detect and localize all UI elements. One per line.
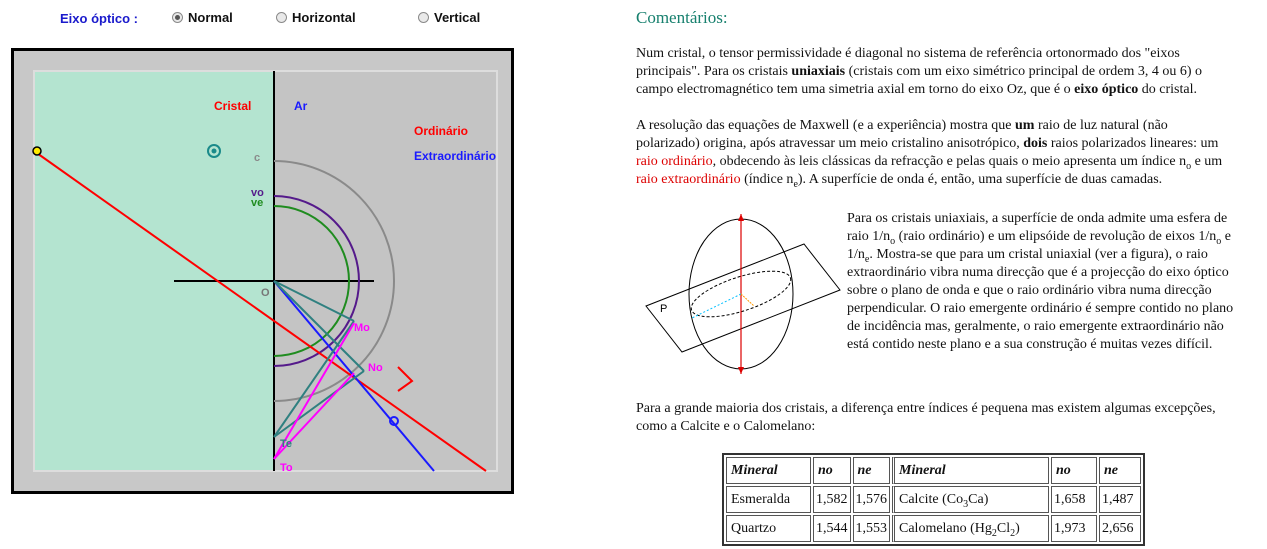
- cell-mineral-sub: 2: [1010, 527, 1016, 539]
- label-mo: Mo: [354, 322, 370, 334]
- radio-normal[interactable]: [172, 10, 233, 25]
- p3-sub-o1: o: [890, 235, 896, 247]
- optical-axis-label: Eixo óptico :: [60, 11, 138, 26]
- extraordinary-vibration: [741, 294, 754, 306]
- refraction-simulation: [11, 48, 514, 494]
- optical-axis-dot: [212, 149, 217, 154]
- wave-surface-figure: [644, 214, 844, 386]
- axis-arrow-bottom: [738, 367, 744, 374]
- radio-horizontal-indicator[interactable]: [276, 12, 287, 23]
- paragraph-tensor: [636, 45, 1226, 99]
- paragraph-uniaxial-surface: [847, 210, 1237, 354]
- cell-mineral-text: Calomelano (Hg: [899, 520, 992, 536]
- cell-no: 1,582: [813, 486, 851, 513]
- label-te: Te: [280, 438, 293, 450]
- label-no: No: [368, 362, 383, 374]
- ordinary-vibration: [692, 294, 741, 318]
- p3-text-b: (raio ordinário) e um elipsóide de revolução de eixos 1/n: [895, 229, 1217, 244]
- p2-bold-dois: dois: [1023, 136, 1048, 151]
- axis-arrow-top: [738, 214, 744, 221]
- radio-vertical-label: Vertical: [434, 10, 481, 25]
- cell-ne: 1,553: [853, 515, 891, 542]
- paragraph-maxwell: [636, 117, 1230, 189]
- header-ne-1: ne: [853, 457, 891, 484]
- label-cristal: Cristal: [214, 99, 252, 113]
- cell-ne: 1,576: [853, 486, 891, 513]
- header-no-1: no: [813, 457, 851, 484]
- header-ne-2: ne: [1099, 457, 1141, 484]
- cell-mineral-text: Calcite (Co: [899, 491, 964, 507]
- p2-bold-um: um: [1015, 118, 1035, 133]
- header-mineral-2: Mineral: [892, 457, 1049, 484]
- cell-mineral: Esmeralda: [726, 486, 811, 513]
- p2-text-j: (índice n: [740, 172, 794, 187]
- p2-sub-e: e: [793, 178, 798, 190]
- simulation-canvas[interactable]: [14, 51, 511, 491]
- header-mineral-1: Mineral: [726, 457, 811, 484]
- cell-mineral: [892, 515, 1049, 542]
- label-ar: Ar: [294, 99, 308, 113]
- p1-text-a: Num cristal, o tensor permissividade é diagonal no sistema de referência ortonormado dos "eixos principais". Para os cristais: [636, 46, 1180, 79]
- mineral-index-table: [722, 453, 1145, 546]
- table-row: [726, 486, 1141, 513]
- radio-horizontal[interactable]: [276, 10, 356, 25]
- p1-bold-eixo-optico: eixo óptico: [1074, 82, 1139, 97]
- p2-red-extraordinario: raio extraordinário: [636, 172, 741, 187]
- cell-mineral: Quartzo: [726, 515, 811, 542]
- p3-sub-e: e: [864, 253, 870, 265]
- p2-text-g: , obdecendo às leis clássicas da refracção e pelas quais o meio apresenta um índice n: [712, 154, 1187, 169]
- cell-ne: 1,487: [1099, 486, 1141, 513]
- label-ordinario: Ordinário: [414, 124, 469, 138]
- label-o: O: [261, 287, 270, 299]
- cell-mineral-sub: 2: [991, 527, 997, 539]
- p3-text-c: e 1/n: [847, 229, 1231, 262]
- label-vo: vo: [251, 187, 264, 199]
- source-handle[interactable]: [33, 147, 41, 155]
- radio-normal-indicator[interactable]: [172, 12, 183, 23]
- optical-axis-selector: [0, 0, 600, 36]
- p1-text-e: do cristal.: [1138, 82, 1197, 97]
- p2-text-e: raios polarizados lineares: um: [1047, 136, 1219, 151]
- cell-no: 1,973: [1051, 515, 1097, 542]
- p1-bold-uniaxiais: uniaxiais: [791, 64, 846, 79]
- p2-sub-o: o: [1186, 160, 1192, 172]
- p2-text-k: ). A superfície de onda é, então, uma superfície de duas camadas.: [797, 172, 1163, 187]
- wave-plane: [646, 244, 840, 352]
- radio-normal-label: Normal: [188, 10, 233, 25]
- cell-mineral-text: Ca): [968, 491, 989, 507]
- table-row: [726, 515, 1141, 542]
- p2-red-ordinario: raio ordinário: [636, 154, 713, 169]
- p2-text-a: A resolução das equações de Maxwell (e a experiência) mostra que: [636, 118, 1016, 133]
- table-header-row: [726, 457, 1141, 484]
- cell-ne: 2,656: [1099, 515, 1141, 542]
- cell-mineral-text: Cl: [996, 520, 1011, 536]
- cell-mineral-sub: 3: [963, 498, 969, 510]
- label-extraordinario: Extraordinário: [414, 149, 497, 163]
- paragraph-exceptions: Para a grande maioria dos cristais, a diferença entre índices é pequena mas existem algumas excepções, como a Calcite e o Calomelano:: [636, 401, 1216, 434]
- p3-sub-o2: o: [1216, 235, 1222, 247]
- cell-no: 1,658: [1051, 486, 1097, 513]
- figure-label-p: P: [660, 303, 668, 315]
- p3-text-a: Para os cristais uniaxiais, a superfície de onda admite uma esfera de raio 1/n: [847, 211, 1228, 244]
- header-no-2: no: [1051, 457, 1097, 484]
- p2-text-h: e um: [1191, 154, 1223, 169]
- cell-mineral-text: ): [1015, 520, 1020, 536]
- radio-horizontal-label: Horizontal: [292, 10, 356, 25]
- comments-title: Comentários:: [636, 8, 728, 27]
- p3-text-d: . Mostra-se que para um cristal uniaxial (ver a figura), o raio extraordinário vibra numa direcção que é a projecção do eixo óptico sobre o plano de onda e que o raio ordinário vibra numa direcção perpendicular. O raio emergente ordinário é sempre contido no plano de incidência mas, geralmente, o raio emergente extraordinário não está contido neste plano e a sua construção é muitas vezes difícil.: [847, 247, 1234, 352]
- label-c: c: [254, 152, 261, 164]
- cell-mineral: [892, 486, 1049, 513]
- p1-text-c: (cristais com um eixo simétrico principal de ordem 3, 4 ou 6) o campo electromagnético tem uma simetria axial em torno do eixo Oz, que é o: [636, 64, 1203, 97]
- label-ve: ve: [251, 197, 264, 209]
- radio-vertical[interactable]: [418, 10, 480, 25]
- cell-no: 1,544: [813, 515, 851, 542]
- crystal-region: [34, 71, 274, 471]
- label-to: To: [280, 462, 293, 474]
- p2-text-c: raio de luz natural (não polarizado) origina, após atravessar um meio cristalino anisotrópico,: [636, 118, 1168, 151]
- radio-vertical-indicator[interactable]: [418, 12, 429, 23]
